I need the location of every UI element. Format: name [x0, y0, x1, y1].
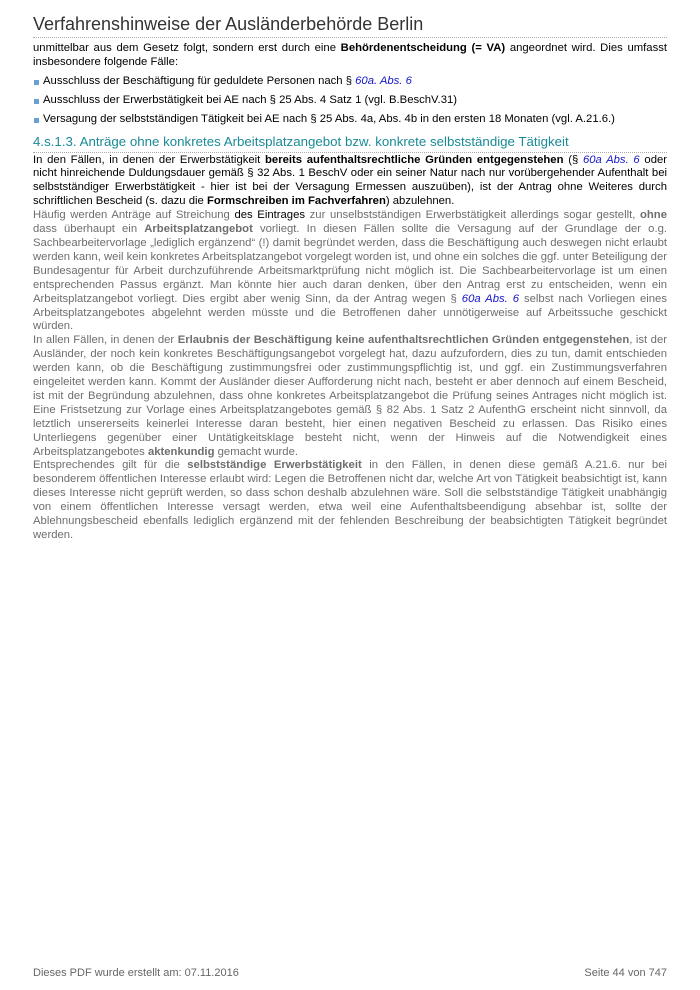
- paragraph-text: , ist der Ausländer, der noch kein konkretes Beschäftigungsangebot vorgelegt hat, dazu aufzufordern, dies zu tun, damit entschieden werden kann, ob die Beschäftigung zustimmungsfrei oder zustimmungspflichtig ist, und ggf. ein Zustimmungsverfahren eingeleitet werden kann. Kommt der Ausländer dieser Aufforderung nicht nach, besteht er aber dennoch auf einem Bescheid, ist mit der Begründung abzulehnen, dass ohne konkretes Arbeitsplatzangebot die Prüfung seines Antrages nicht möglich ist. Eine Fristsetzung zur Vorlage eines Arbeitsplatzangebotes gemäß § 82 Abs. 1 Satz 2 AufenthG erscheint nicht sinnvoll, da letztlich unsererseits keinerlei Interesse daran besteht, hier einen negativen Bescheid zu erlassen. Das Risiko eines Unterliegens gegenüber einer Untätigkeitsklage besteht nicht, wenn der Hinweis auf die Notwendigkeit eines Arbeitsplatzangebotes: [33, 334, 667, 458]
- list-item: [33, 75, 667, 89]
- intro-emphasis: Behördenentscheidung (= VA): [340, 42, 506, 54]
- paragraph-text: Häufig werden Anträge auf Streichung: [33, 209, 235, 222]
- paragraph-text: (§: [563, 153, 583, 166]
- paragraph-text: des Eintrages: [234, 209, 306, 222]
- paragraph-text: gemacht wurde.: [214, 445, 298, 458]
- section-heading: 4.s.1.3. Anträge ohne konkretes Arbeitsplatzangebot bzw. konkrete selbstständige Tätigkeit: [33, 134, 667, 153]
- paragraph-text: selbst nach Vorliegen eines Arbeitsplatzangebotes abgelehnt werden müsste und die Betroffenen daher unnötigerweise auf Arbeitssuche geschickt würden.: [33, 292, 667, 333]
- square-bullet-icon: [34, 80, 39, 85]
- paragraph-emphasis: selbstständige Erwerbstätigkeit: [187, 459, 362, 472]
- paragraph-3: [33, 334, 667, 459]
- paragraph-text: dass überhaupt ein: [33, 223, 145, 236]
- list-item-text: Versagung der selbstständigen Tätigkeit bei AE nach § 25 Abs. 4a, Abs. 4b in den ersten 18 Monaten (vgl. A.21.6.): [43, 112, 615, 125]
- page-number: Seite 44 von 747: [584, 967, 667, 979]
- paragraph-emphasis: bereits aufenthaltsrechtliche Gründen entgegenstehen: [265, 153, 564, 166]
- paragraph-text: Entsprechendes gilt für die: [33, 459, 188, 472]
- creation-date: Dieses PDF wurde erstellt am: 07.11.2016: [33, 967, 239, 979]
- list-item-text: Ausschluss der Beschäftigung für geduldete Personen nach §: [43, 74, 356, 87]
- square-bullet-icon: [34, 118, 39, 123]
- law-reference-link[interactable]: 60a Abs. 6: [461, 292, 520, 305]
- document-title: Verfahrenshinweise der Ausländerbehörde Berlin: [33, 13, 667, 38]
- law-reference-link[interactable]: 60a Abs. 6: [582, 153, 640, 166]
- list-item: [33, 113, 667, 127]
- paragraph-emphasis: aktenkundig: [147, 445, 215, 458]
- paragraph-text: oder nicht hinreichende Duldungsdauer gemäß § 32 Abs. 1 BeschV oder ein seiner Natur nach nur vorübergehender Aufenthalt bei selbstständiger Erwerbstätigkeit - hier ist bei der Versagung Ermessen auszuüben), ist der Antrag ohne Weiteres durch schriftlichen Bescheid (s. dazu die: [33, 153, 668, 208]
- law-reference-link[interactable]: 60a. Abs. 6: [355, 74, 412, 87]
- paragraph-emphasis: ohne: [640, 209, 667, 222]
- case-list: [33, 75, 667, 127]
- paragraph-text: In allen Fällen, in denen der: [33, 334, 178, 347]
- paragraph-emphasis: Arbeitsplatzangebot: [144, 223, 253, 236]
- paragraph-text: in den Fällen, in denen diese gemäß A.21.6. nur bei besonderem öffentlichen Interesse erlaubt wird: Legen die Betroffenen nicht dar, welche Art von Tätigkeit beabsichtigt ist, kann dieses Interesse nicht geprüft werden, so dass schon deshalb abzulehnen wäre. Soll die selbstständige Tätigkeit unabhängig von einem öffentlichen Interesse versagt werden, etwa weil eine Aufenthaltsbeendigung absehbar ist, sollte der Ablehnungsbescheid ebenfalls lediglich ergänzend mit der fehlenden Beschreibung der beabsichtigten Tätigkeit begründet werden.: [33, 459, 667, 541]
- intro-text-end: angeordnet wird. Dies umfasst insbesondere folgende Fälle:: [33, 42, 668, 68]
- list-item: [33, 94, 667, 108]
- intro-paragraph: [33, 42, 667, 70]
- paragraph-text: vorliegt. In diesen Fällen sollte die Versagung auf der Grundlage der o.g. Sachbearbeitervorlage „lediglich ergänzend“ (!) damit begründet werden, dass die Beschäftigung auch deswegen nicht erlaubt werden kann, weil kein konkretes Arbeitsplatzangebot vorgelegt worden ist, und ohne ein solches die ggf. unter Beteiligung der Bundesagentur für Arbeit durchzuführende Arbeitsmarktprüfung nicht möglich ist. Die Sachbearbeitervorlage ist um einen entsprechenden Passus ergänzt. Man könnte hier auch daran denken, über den Antrag erst zu entscheiden, wenn ein Arbeitsplatzangebot vorliegt. Dies ergibt aber wenig Sinn, da der Antrag wegen §: [33, 223, 668, 305]
- document-content: [33, 42, 667, 543]
- paragraph-2: [33, 209, 667, 334]
- paragraph-text: In den Fällen, in denen der Erwerbstätigkeit: [33, 153, 266, 166]
- paragraph-emphasis: Erlaubnis der Beschäftigung keine aufenthaltsrechtlichen Gründen entgegenstehen: [177, 334, 630, 347]
- paragraph-4: [33, 459, 667, 542]
- paragraph-1: [33, 154, 667, 210]
- paragraph-text: ) abzulehnen.: [385, 195, 455, 208]
- paragraph-text: zur unselbstständigen Erwerbstätigkeit allerdings sogar gestellt,: [305, 209, 640, 222]
- square-bullet-icon: [34, 99, 39, 104]
- paragraph-emphasis: Formschreiben im Fachverfahren: [206, 195, 386, 208]
- list-item-text: Ausschluss der Erwerbstätigkeit bei AE nach § 25 Abs. 4 Satz 1 (vgl. B.BeschV.31): [43, 93, 458, 106]
- intro-text: unmittelbar aus dem Gesetz folgt, sondern erst durch eine: [33, 42, 341, 54]
